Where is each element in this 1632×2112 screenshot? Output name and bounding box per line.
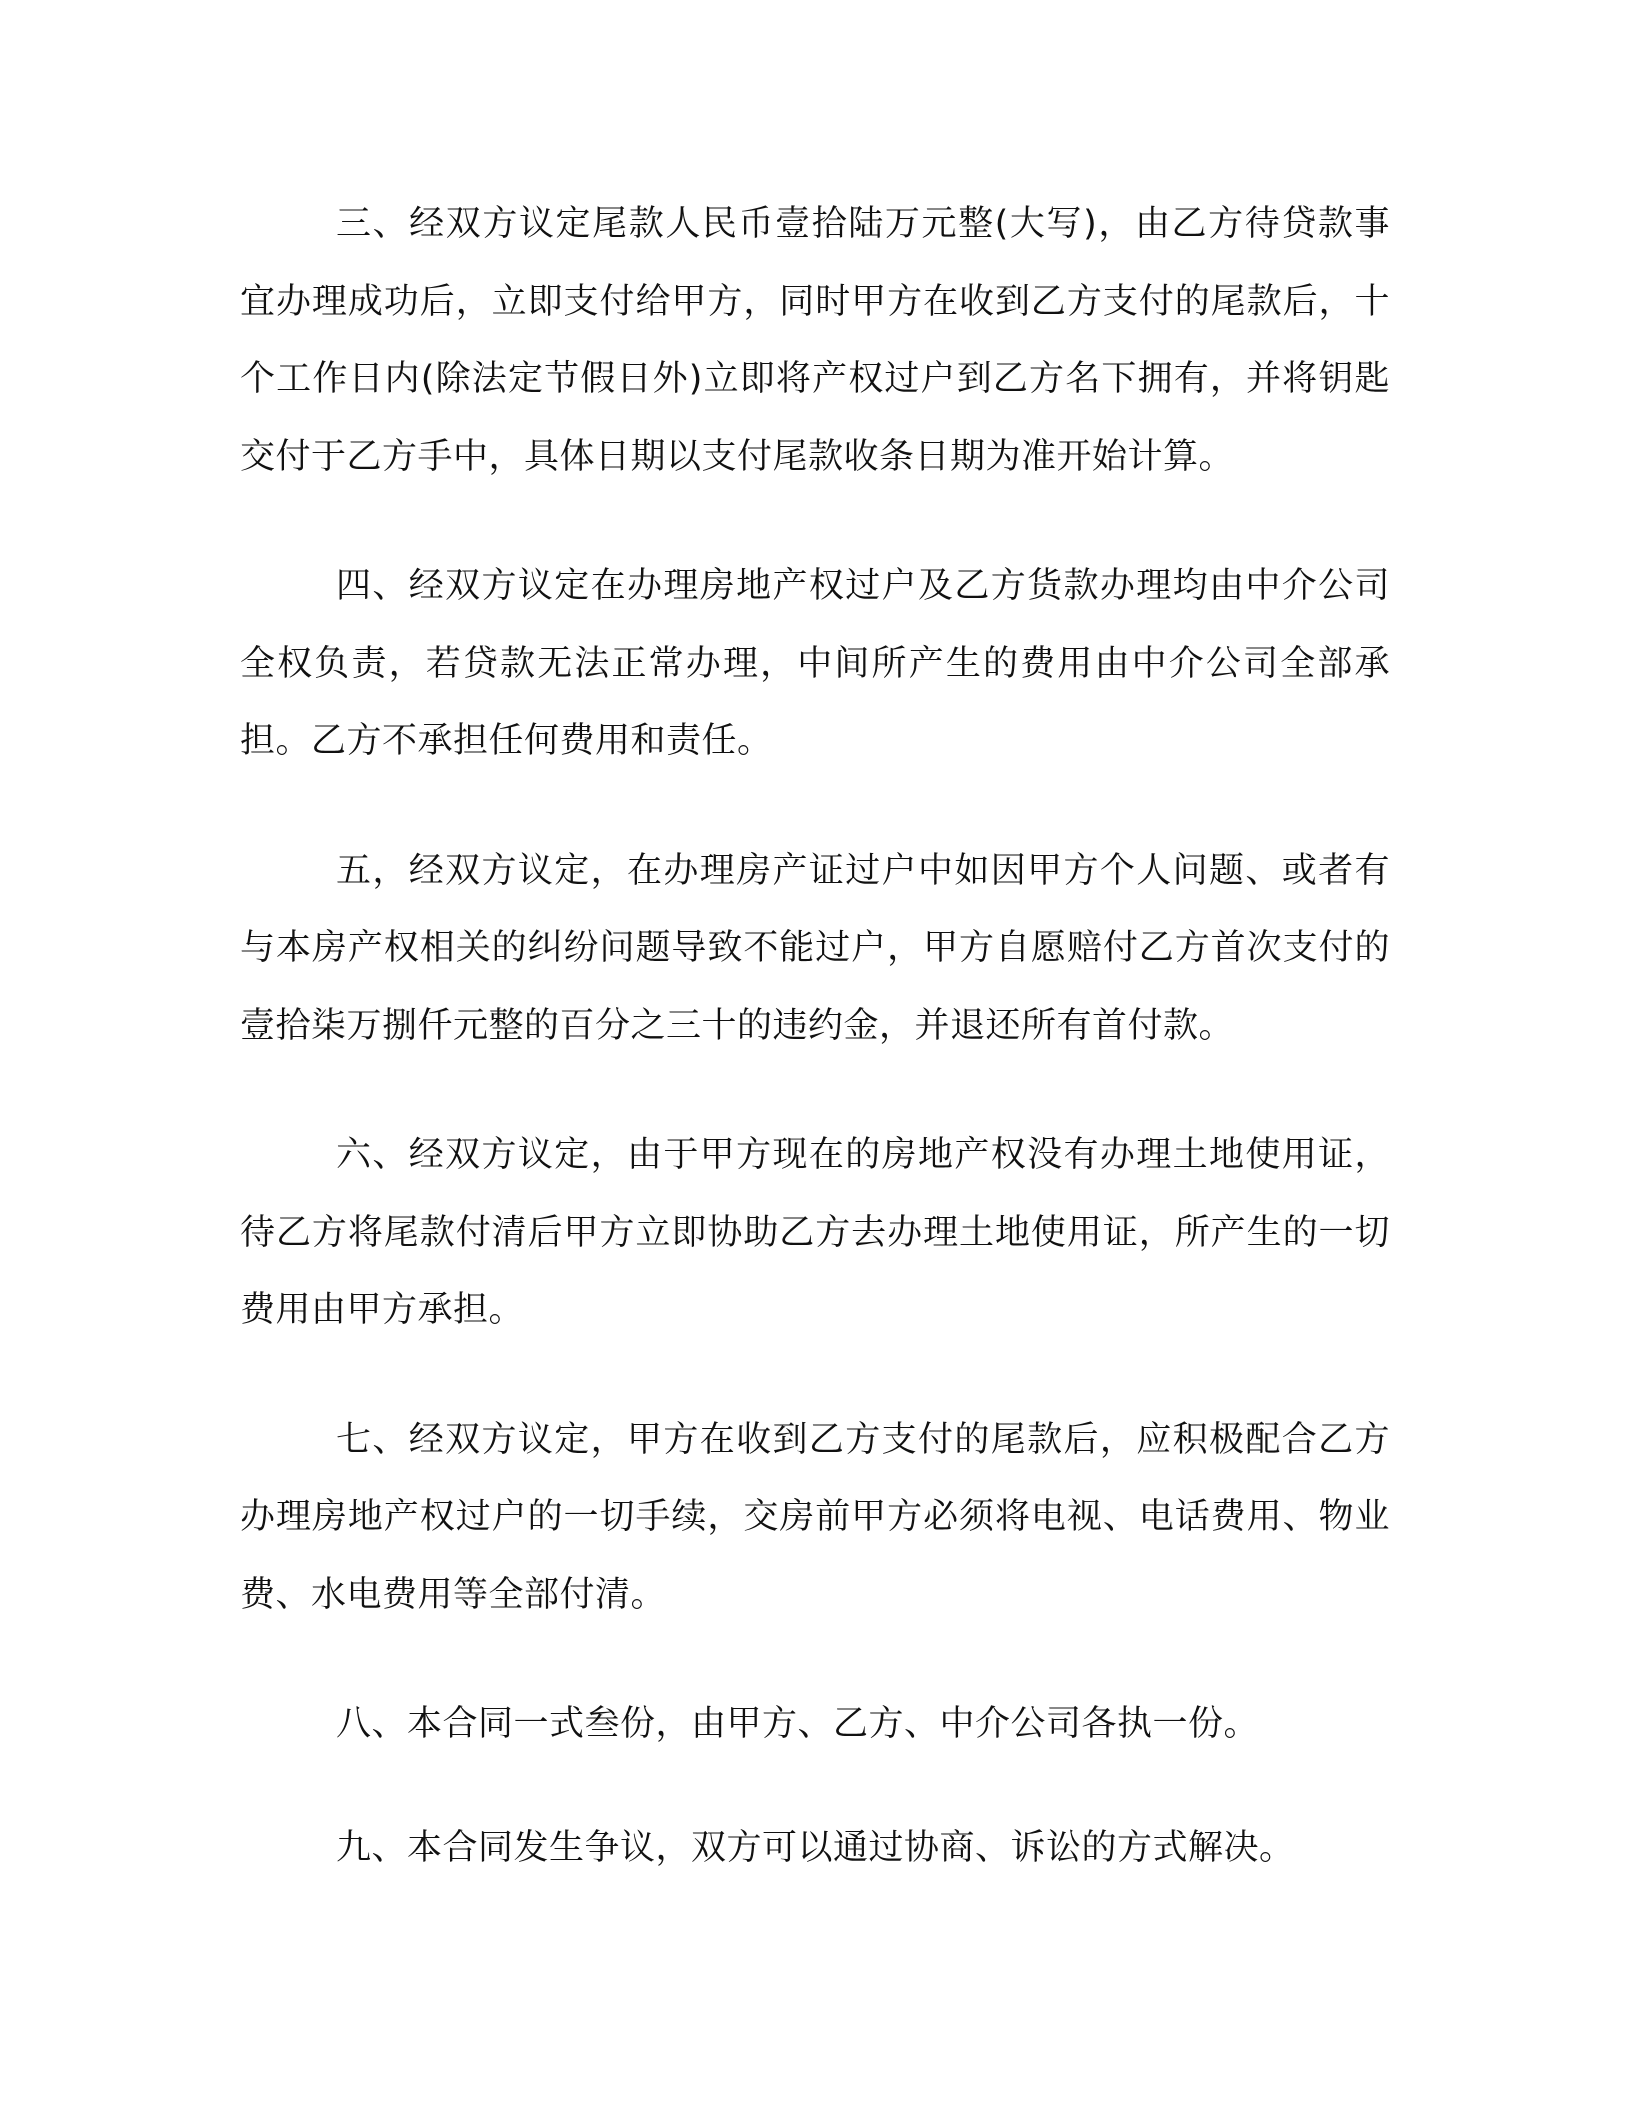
clause-six: 六、经双方议定，由于甲方现在的房地产权没有办理土地使用证，待乙方将尾款付清后甲方立即协助乙方去办理土地使用证，所产生的一切费用由甲方承担。 — [240, 1135, 1390, 1330]
clause-seven: 七、经双方议定，甲方在收到乙方支付的尾款后，应积极配合乙方办理房地产权过户的一切手续，交房前甲方必须将电视、电话费用、物业费、水电费用等全部付清。 — [240, 1419, 1390, 1615]
clause-four: 四、经双方议定在办理房地产权过户及乙方货款办理均由中介公司全权负责，若贷款无法正常办理，中间所产生的费用由中介公司全部承担。乙方不承担任何费用和责任。 — [240, 566, 1390, 761]
clause-five: 五，经双方议定，在办理房产证过户中如因甲方个人问题、或者有与本房产权相关的纠纷问题导致不能过户，甲方自愿赔付乙方首次支付的壹拾柒万捌仟元整的百分之三十的违约金，并退还所有首付款。 — [240, 850, 1390, 1046]
clause-three: 三、经双方议定尾款人民币壹拾陆万元整(大写)，由乙方待贷款事宜办理成功后，立即支付给甲方，同时甲方在收到乙方支付的尾款后，十个工作日内(除法定节假日外)立即将产权过户到乙方名下拥有，并将钥匙交付于乙方手中，具体日期以支付尾款收条日期为准开始计算。 — [240, 204, 1390, 477]
clause-eight: 八、本合同一式叁份，由甲方、乙方、中介公司各执一份。 — [336, 1704, 1260, 1744]
clause-nine: 九、本合同发生争议，双方可以通过协商、诉讼的方式解决。 — [336, 1827, 1295, 1868]
contract-body — [240, 186, 1390, 1933]
